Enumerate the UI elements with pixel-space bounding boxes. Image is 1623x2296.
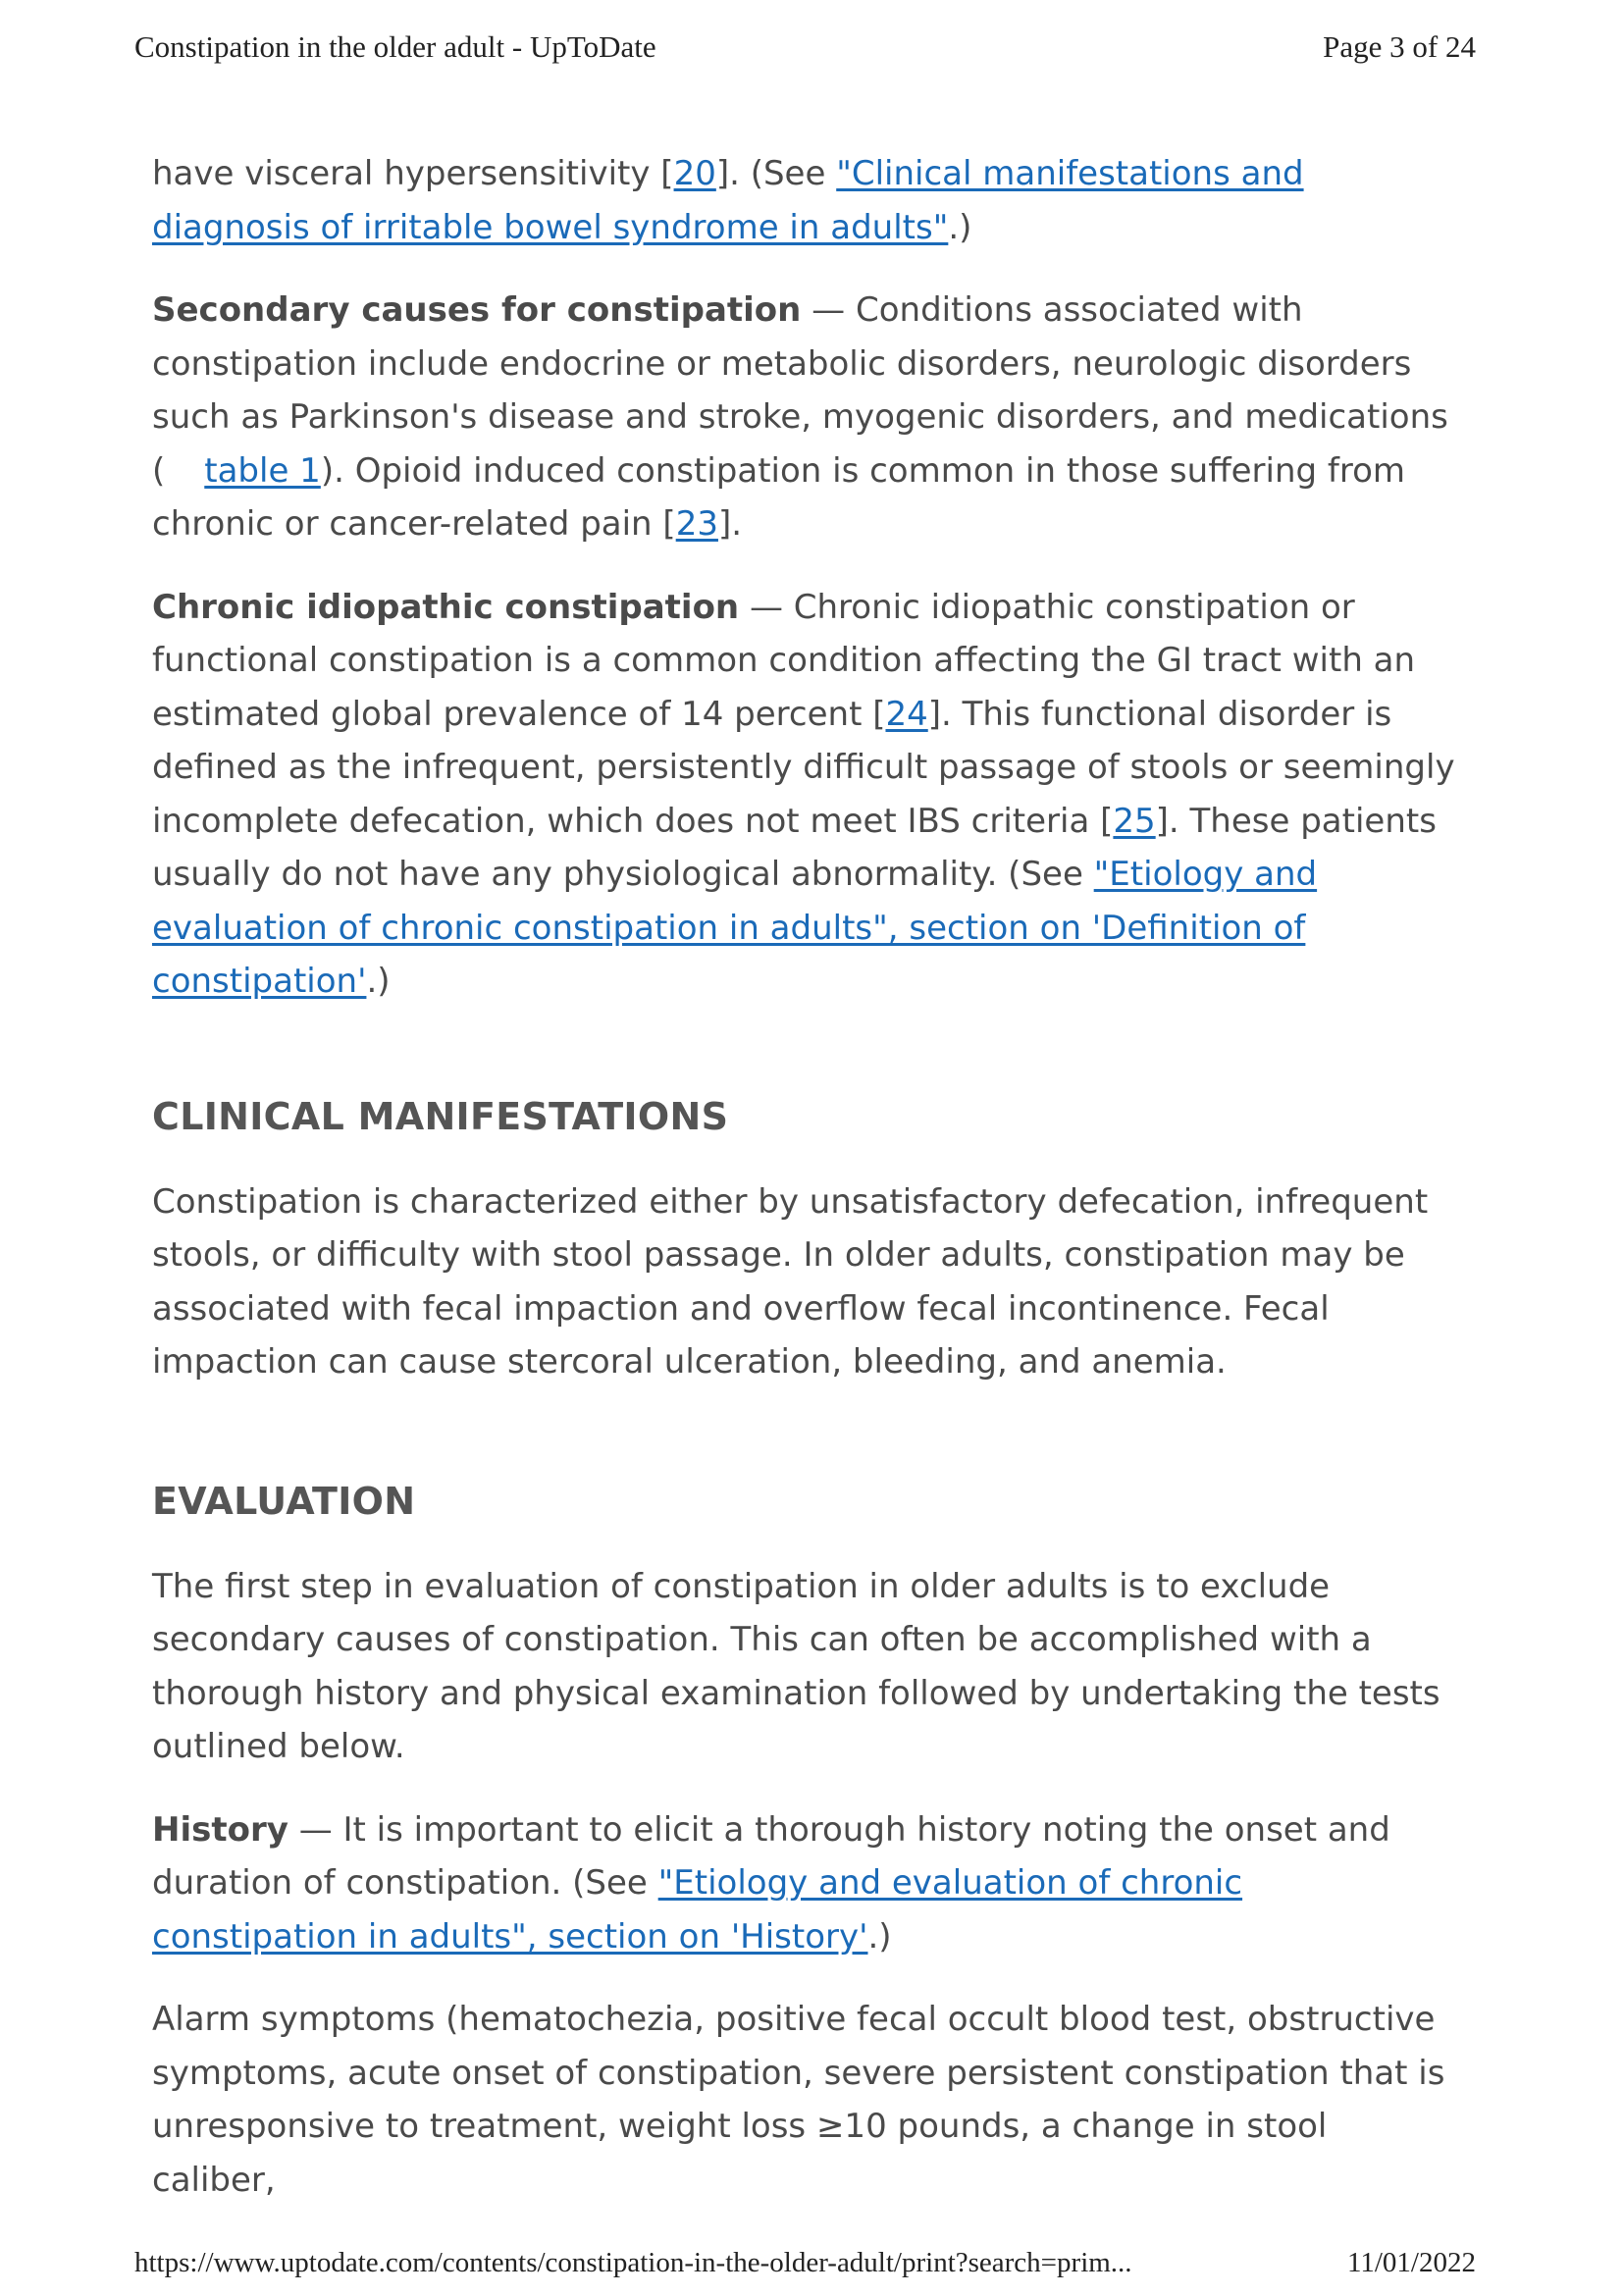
reference-link-23[interactable]: 23 <box>675 504 718 544</box>
definition-constipation-link[interactable]: "Etiology and evaluation of chronic constipation in adults", section on 'Definition of constipation' <box>152 855 1318 1001</box>
history-section-link[interactable]: "Etiology and evaluation of chronic constipation in adults", section on 'History' <box>152 1863 1243 1957</box>
page-number: Page 3 of 24 <box>1323 29 1476 64</box>
reference-link-24[interactable]: 24 <box>885 694 928 734</box>
chronic-idiopathic-heading: Chronic idiopathic constipation <box>152 587 740 627</box>
document-title: Constipation in the older adult - UpToDate <box>134 29 656 64</box>
paragraph-secondary-causes: Secondary causes for constipation — Conditions associated with constipation include endocrine or metabolic disorders, neurologic disorders such as Parkinson's disease and stroke, myogenic disorders, and medications ( table 1). Opioid induced constipation is common in those suffering from chronic or cancer-related pain [23]. <box>152 290 1448 544</box>
paragraph-visceral: have visceral hypersensitivity [20]. (See "Clinical manifestations and diagnosis of irritable bowel syndrome in adults".) <box>152 154 1304 247</box>
paragraph-chronic-idiopathic: Chronic idiopathic constipation — Chronic idiopathic constipation or functional constipation is a common condition affecting the GI tract with an estimated global prevalence of 14 percent [24]. This functional disorder is defined as the infrequent, persistently difficult passage of stools or seemingly incomplete defecation, which does not meet IBS criteria [25]. These patients usually do not have any physiological abnormality. (See "Etiology and evaluation of chronic constipation in adults", section on 'Definition of constipation'.) <box>152 587 1455 1001</box>
ibs-topic-link[interactable]: "Clinical manifestations and diagnosis of irritable bowel syndrome in adults" <box>152 154 1304 247</box>
reference-link-20[interactable]: 20 <box>673 154 716 193</box>
reference-link-25[interactable]: 25 <box>1113 801 1156 841</box>
article-content <box>152 147 1457 2236</box>
paragraph-alarm-symptoms: Alarm symptoms (hematochezia, positive fecal occult blood test, obstructive symptoms, acute onset of constipation, severe persistent constipation that is unresponsive to treatment, weight loss ≥10 pounds, a change in stool caliber, <box>152 2000 1445 2200</box>
secondary-causes-heading: Secondary causes for constipation <box>152 290 802 330</box>
history-heading: History <box>152 1809 288 1850</box>
clinical-manifestations-heading: CLINICAL MANIFESTATIONS <box>152 1094 729 1138</box>
paragraph-history: History — It is important to elicit a thorough history noting the onset and duration of constipation. (See "Etiology and evaluation of chronic constipation in adults", section on 'History'.) <box>152 1809 1390 1957</box>
table-1-link[interactable]: table 1 <box>204 450 321 491</box>
evaluation-heading: EVALUATION <box>152 1479 416 1523</box>
paragraph-clinical-manifestations: Constipation is characterized either by unsatisfactory defecation, infrequent stools, or difficulty with stool passage. In older adults, constipation may be associated with fecal impaction and overflow fecal incontinence. Fecal impaction can cause stercoral ulceration, bleeding, and anemia. <box>152 1181 1429 1382</box>
print-header <box>134 29 1476 65</box>
print-footer <box>134 2247 1476 2279</box>
paragraph-evaluation: The first step in evaluation of constipation in older adults is to exclude secondary causes of constipation. This can often be accomplished with a thorough history and physical examination followed by undertaking the tests outlined below. <box>152 1566 1440 1766</box>
source-url: https://www.uptodate.com/contents/constipation-in-the-older-adult/print?search=prim... <box>134 2247 1132 2278</box>
print-date: 11/01/2022 <box>1346 2247 1476 2278</box>
